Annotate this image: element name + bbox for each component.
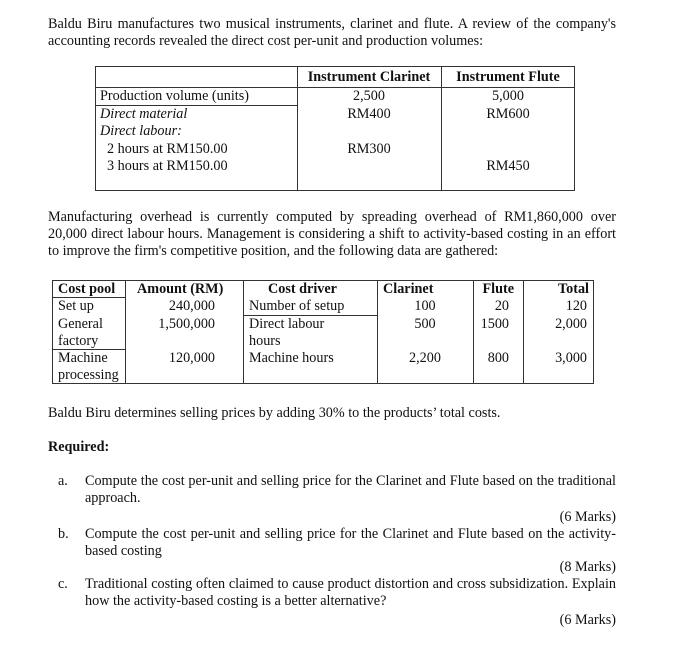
material-flute: RM600 [486, 106, 530, 122]
row-general-total: 2,000 [555, 316, 587, 332]
row-machine-driver: Machine hours [249, 350, 334, 366]
labour-line-3-hours: 3 hours at RM150.00 [107, 158, 228, 174]
overhead-paragraph: Manufacturing overhead is currently computed by spreading overhead of RM1,860,000 over 20,000 direct labour hours. Management is considering a shift to activity-based costing in an effort to improve the firm's competitive position, and the following data are gathered: [48, 209, 616, 259]
production-clarinet: 2,500 [353, 88, 385, 104]
header-instrument-clarinet: Instrument Clarinet [307, 69, 431, 85]
required-heading: Required: [48, 439, 110, 455]
header-cost-pool: Cost pool [58, 281, 116, 297]
question-c-marks: (6 Marks) [559, 612, 616, 628]
direct-labour-label: Direct labour: [100, 123, 182, 139]
row-general-pool-line1: General [58, 316, 103, 332]
header-amount: Amount (RM) [137, 281, 224, 297]
row-machine-total: 3,000 [555, 350, 587, 366]
row-setup-clarinet: 100 [414, 298, 436, 314]
row-general-driver-line1: Direct labour [249, 316, 325, 332]
question-b-text: Compute the cost per-unit and selling price for the Clarinet and Flute based on the activity-based costing [85, 526, 616, 559]
production-volume-label: Production volume (units) [100, 88, 249, 104]
row-setup-total: 120 [565, 298, 587, 314]
cost-pool-table [52, 280, 594, 384]
question-a-marks: (6 Marks) [559, 509, 616, 525]
row-setup-driver: Number of setup [249, 298, 345, 314]
row-general-pool-line2: factory [58, 333, 99, 349]
row-machine-amount: 120,000 [168, 350, 215, 366]
direct-cost-table [95, 66, 575, 191]
row-machine-clarinet: 2,200 [409, 350, 441, 366]
header-instrument-flute: Instrument Flute [456, 69, 560, 85]
header-clarinet: Clarinet [383, 281, 434, 297]
question-a-letter: a. [58, 473, 68, 489]
header-cost-driver: Cost driver [268, 281, 337, 297]
row-machine-flute: 800 [487, 350, 509, 366]
row-general-clarinet: 500 [414, 316, 436, 332]
labour-flute: RM450 [486, 158, 530, 174]
labour-clarinet: RM300 [347, 141, 391, 157]
row-general-driver-line2: hours [249, 333, 281, 349]
row-setup-flute: 20 [494, 298, 509, 314]
row-setup-pool: Set up [58, 298, 94, 314]
header-total: Total [557, 281, 589, 297]
direct-material-label: Direct material [100, 106, 188, 122]
labour-line-2-hours: 2 hours at RM150.00 [107, 141, 228, 157]
question-b-marks: (8 Marks) [559, 559, 616, 575]
material-clarinet: RM400 [347, 106, 391, 122]
row-setup-amount: 240,000 [168, 298, 215, 314]
header-flute: Flute [482, 281, 514, 297]
row-general-flute: 1500 [480, 316, 509, 332]
row-machine-pool-line1: Machine [58, 350, 108, 366]
question-b-letter: b. [58, 526, 69, 542]
question-c-text: Traditional costing often claimed to cause product distortion and cross subsidization. Explain how the activity-based costing is a better alternative? [85, 576, 616, 609]
selling-price-paragraph: Baldu Biru determines selling prices by adding 30% to the products’ total costs. [48, 405, 501, 421]
question-c-letter: c. [58, 576, 68, 592]
row-general-amount: 1,500,000 [158, 316, 215, 332]
question-a-text: Compute the cost per-unit and selling price for the Clarinet and Flute based on the traditional approach. [85, 473, 616, 506]
intro-paragraph: Baldu Biru manufactures two musical instruments, clarinet and flute. A review of the company's accounting records revealed the direct cost per-unit and production volumes: [48, 16, 616, 49]
row-machine-pool-line2: processing [58, 367, 119, 383]
production-flute: 5,000 [492, 88, 524, 104]
